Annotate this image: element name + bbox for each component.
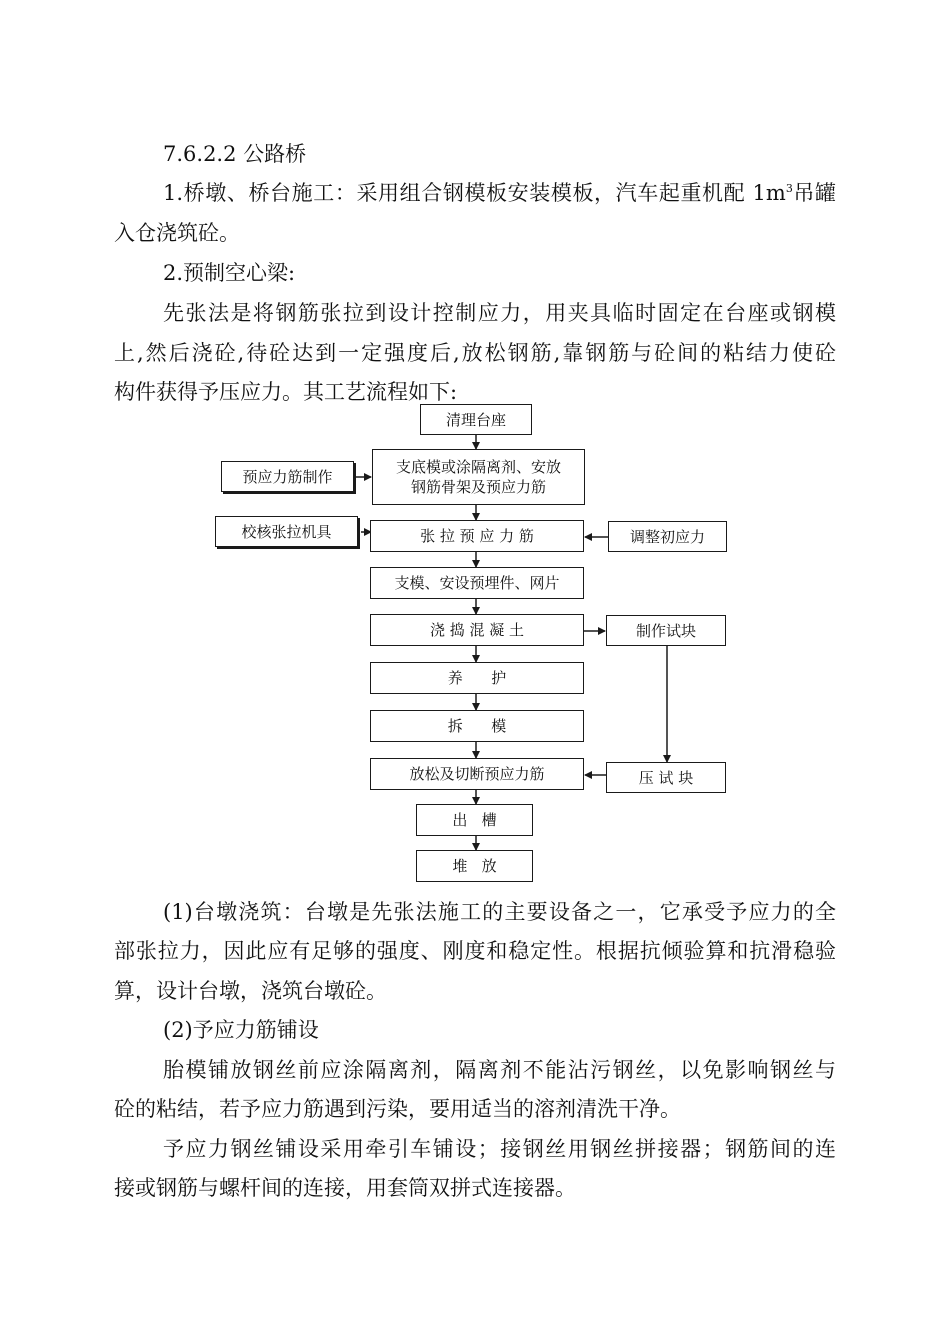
flow-step-formwork: 支底模或涂隔离剂、安放 钢筋骨架及预应力筋: [372, 449, 585, 505]
item2-title: 2.预制空心梁:: [163, 261, 296, 285]
section-heading: 7.6.2.2 公路桥: [163, 142, 307, 166]
para-line: 胎模铺放钢丝前应涂隔离剂，隔离剂不能沾污钢丝，以免影响钢丝与: [163, 1058, 836, 1082]
flow-step-out-tank: 出 槽: [416, 804, 533, 836]
para-line: (1)台墩浇筑：台墩是先张法施工的主要设备之一，它承受予应力的全: [163, 900, 836, 924]
flow-side-press-specimen: 压 试 块: [606, 762, 726, 793]
flow-step-release: 放松及切断预应力筋: [370, 758, 584, 790]
para-line: 先张法是将钢筋张拉到设计控制应力，用夹具临时固定在台座或钢模: [163, 301, 836, 325]
flow-side-adjust: 调整初应力: [608, 521, 727, 552]
flow-step-tension: 张 拉 预 应 力 筋: [370, 520, 584, 552]
flow-side-make-specimen: 制作试块: [606, 615, 726, 646]
para-line: 砼的粘结，若予应力筋遇到污染，要用适当的溶剂清洗干净。: [114, 1097, 681, 1121]
para-line: 予应力钢丝铺设采用牵引车铺设；接钢丝用钢丝拼接器；钢筋间的连: [163, 1137, 836, 1161]
item1-text: 1.桥墩、桥台施工：采用组合钢模板安装模板，汽车起重机配 1m: [163, 181, 786, 205]
para-line: 算，设计台墩，浇筑台墩砼。: [114, 979, 387, 1003]
flow-step-embed: 支模、安设预埋件、网片: [370, 567, 584, 599]
flow-step-demold: 拆 模: [370, 710, 584, 742]
para-line: 构件获得予压应力。其工艺流程如下:: [114, 380, 458, 404]
superscript: 3: [785, 182, 793, 195]
item1-text-post: 吊罐: [792, 181, 837, 205]
para-line: 部张拉力，因此应有足够的强度、刚度和稳定性。根据抗倾验算和抗滑稳验: [114, 939, 836, 963]
flow-step-cure: 养 护: [370, 662, 584, 694]
flow-step-pour: 浇 捣 混 凝 土: [370, 614, 584, 646]
para-line: 上,然后浇砼,待砼达到一定强度后,放松钢筋,靠钢筋与砼间的粘结力使砼: [114, 341, 836, 365]
flow-step-clean-bed: 清理台座: [420, 404, 532, 435]
flow-side-calibrate: 校核张拉机具: [215, 516, 358, 547]
flow-side-prestress-make: 预应力筋制作: [221, 461, 354, 492]
flow-step-stack: 堆 放: [416, 850, 533, 882]
subheading: (2)予应力筋铺设: [163, 1018, 319, 1042]
para-line: 接或钢筋与螺杆间的连接，用套筒双拼式连接器。: [114, 1176, 576, 1200]
item1-line2: 入仓浇筑砼。: [114, 221, 240, 245]
